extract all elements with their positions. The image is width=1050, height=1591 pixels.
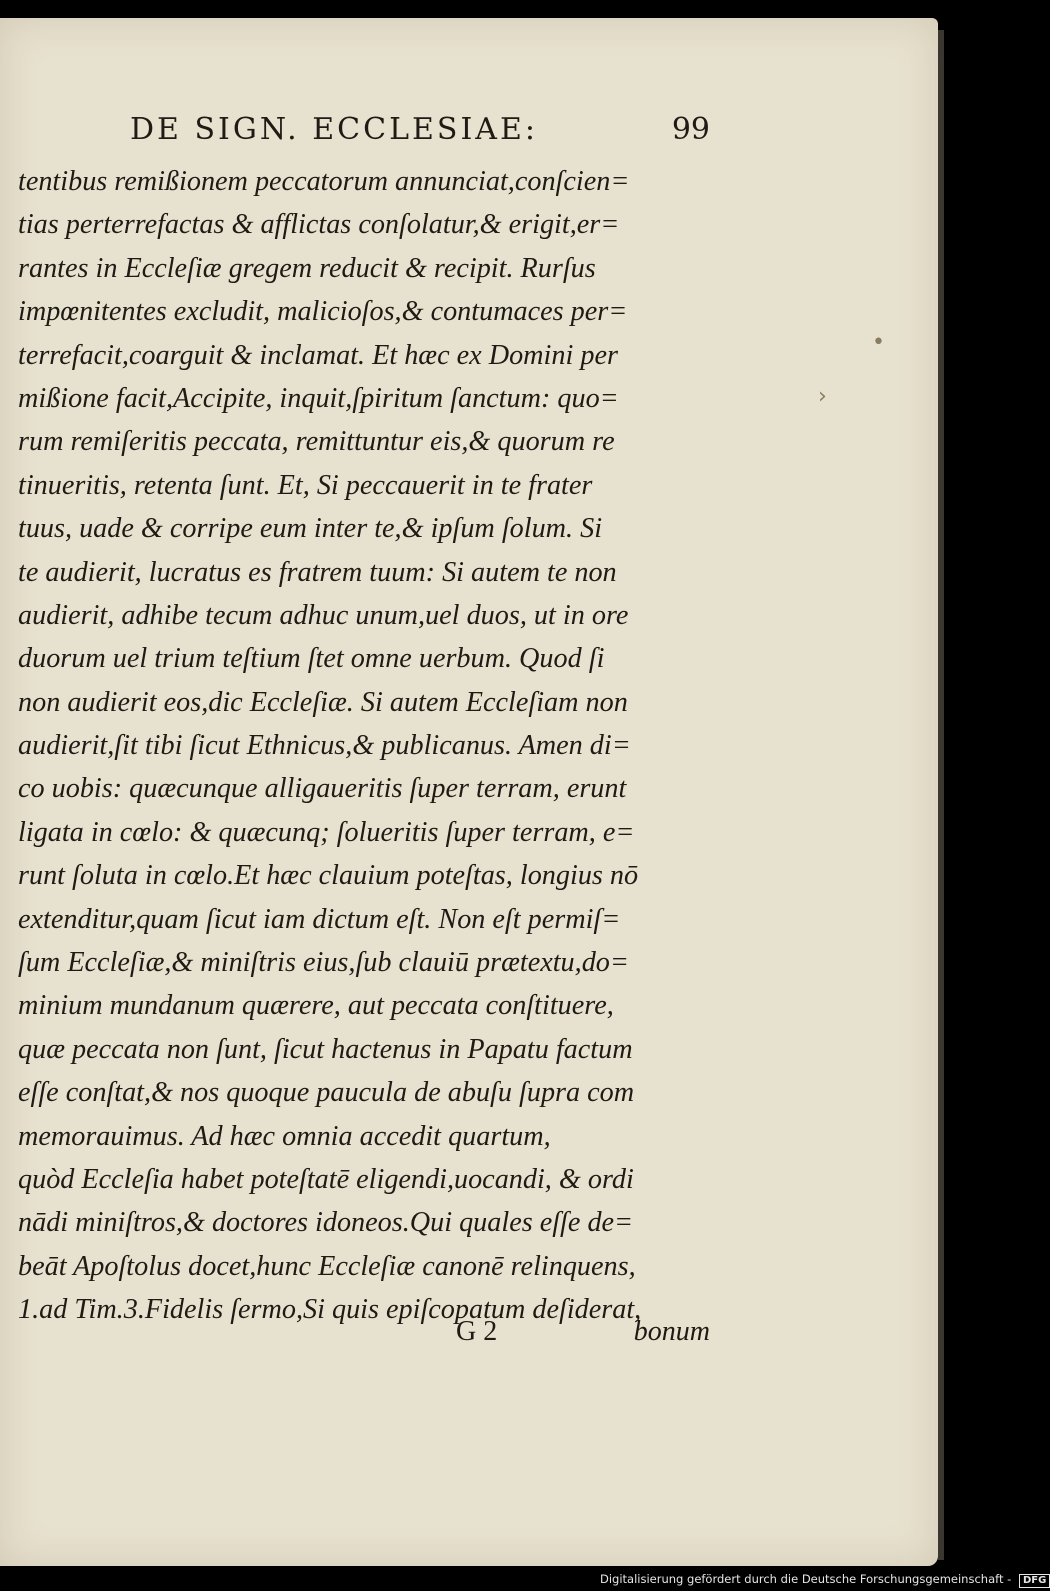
- dfg-logo: DFG: [1019, 1574, 1050, 1588]
- body-text: [18, 160, 708, 1332]
- catchwords-line: [450, 1310, 710, 1356]
- text-line: non audierit eos,dic Eccleſiæ. Si autem Eccleſiam non: [18, 686, 628, 718]
- text-line: beāt Apoſtolus docet,hunc Eccleſiæ canonē relinquens,: [18, 1250, 636, 1282]
- catchword: bonum: [633, 1316, 710, 1347]
- text-line: tinueritis, retenta ſunt. Et, Si peccauerit in te frater: [18, 469, 593, 501]
- text-line: tuus, uade & corripe eum inter te,& ipſum ſolum. Si: [18, 513, 603, 545]
- running-header: [130, 112, 710, 162]
- text-line: minium mundanum quærere, aut peccata conſtituere,: [18, 990, 614, 1022]
- text-line: nādi miniſtros,& doctores idoneos.Qui quales eſſe de=: [18, 1207, 634, 1239]
- signature-mark: G 2: [456, 1316, 498, 1347]
- text-line: rum remiſeritis peccata, remittuntur eis,& quorum re: [18, 426, 615, 458]
- text-line: tentibus remißionem peccatorum annunciat,conſcien=: [18, 166, 630, 197]
- text-line: duorum uel trium teſtium ſtet omne uerbum. Quod ſi: [18, 643, 605, 675]
- text-line: runt ſoluta in cœlo.Et hæc clauium poteſtas, longius nō: [18, 860, 639, 892]
- text-line: terrefacit,coarguit & inclamat. Et hæc ex Domini per: [18, 339, 618, 371]
- text-line: quòd Eccleſia habet poteſtatē eligendi,uocandi, & ordi: [18, 1163, 634, 1195]
- text-line: te audierit, lucratus es fratrem tuum: Si autem te non: [18, 556, 617, 588]
- text-line: rantes in Eccleſiæ gregem reducit & recipit. Rurſus: [18, 252, 596, 284]
- page-edge: [938, 30, 944, 1560]
- text-line: co uobis: quæcunque alligaueritis ſuper terram, erunt: [18, 773, 627, 805]
- text-line: ſum Eccleſiæ,& miniſtris eius,ſub clauiū prætextu,do=: [18, 947, 629, 979]
- page-number: 99: [671, 112, 710, 147]
- digitization-footer: [600, 1572, 1047, 1588]
- text-line: memorauimus. Ad hæc omnia accedit quartum,: [18, 1120, 551, 1152]
- text-line: 1.ad Tim.3.Fidelis ſermo,Si quis epiſcopatum deſiderat,: [18, 1294, 642, 1326]
- running-title: DE SIGN. ECCLESIAE:: [130, 112, 538, 147]
- text-line: eſſe conſtat,& nos quoque paucula de abuſu ſupra com: [18, 1077, 635, 1109]
- footer-text: Digitalisierung gefördert durch die Deutsche Forschungsgemeinschaft -: [600, 1572, 1012, 1586]
- text-line: quæ peccata non ſunt, ſicut hactenus in Papatu factum: [18, 1033, 633, 1065]
- text-line: extenditur,quam ſicut iam dictum eſt. Non eſt permiſ=: [18, 903, 621, 935]
- text-line: audierit,ſit tibi ſicut Ethnicus,& publicanus. Amen di=: [18, 730, 631, 762]
- text-line: tias perterrefactas & afflictas conſolatur,& erigit,er=: [18, 209, 620, 241]
- text-line: ligata in cœlo: & quæcunq; ſolueritis ſuper terram, e=: [18, 816, 635, 848]
- text-line: mißione facit,Accipite, inquit,ſpiritum ſanctum: quo=: [18, 382, 619, 414]
- margin-pencil-mark: ›: [818, 384, 827, 409]
- margin-dot-mark: •: [872, 330, 885, 355]
- text-line: impœnitentes excludit, malicioſos,& contumaces per=: [18, 296, 628, 328]
- text-line: audierit, adhibe tecum adhuc unum,uel duos, ut in ore: [18, 599, 629, 631]
